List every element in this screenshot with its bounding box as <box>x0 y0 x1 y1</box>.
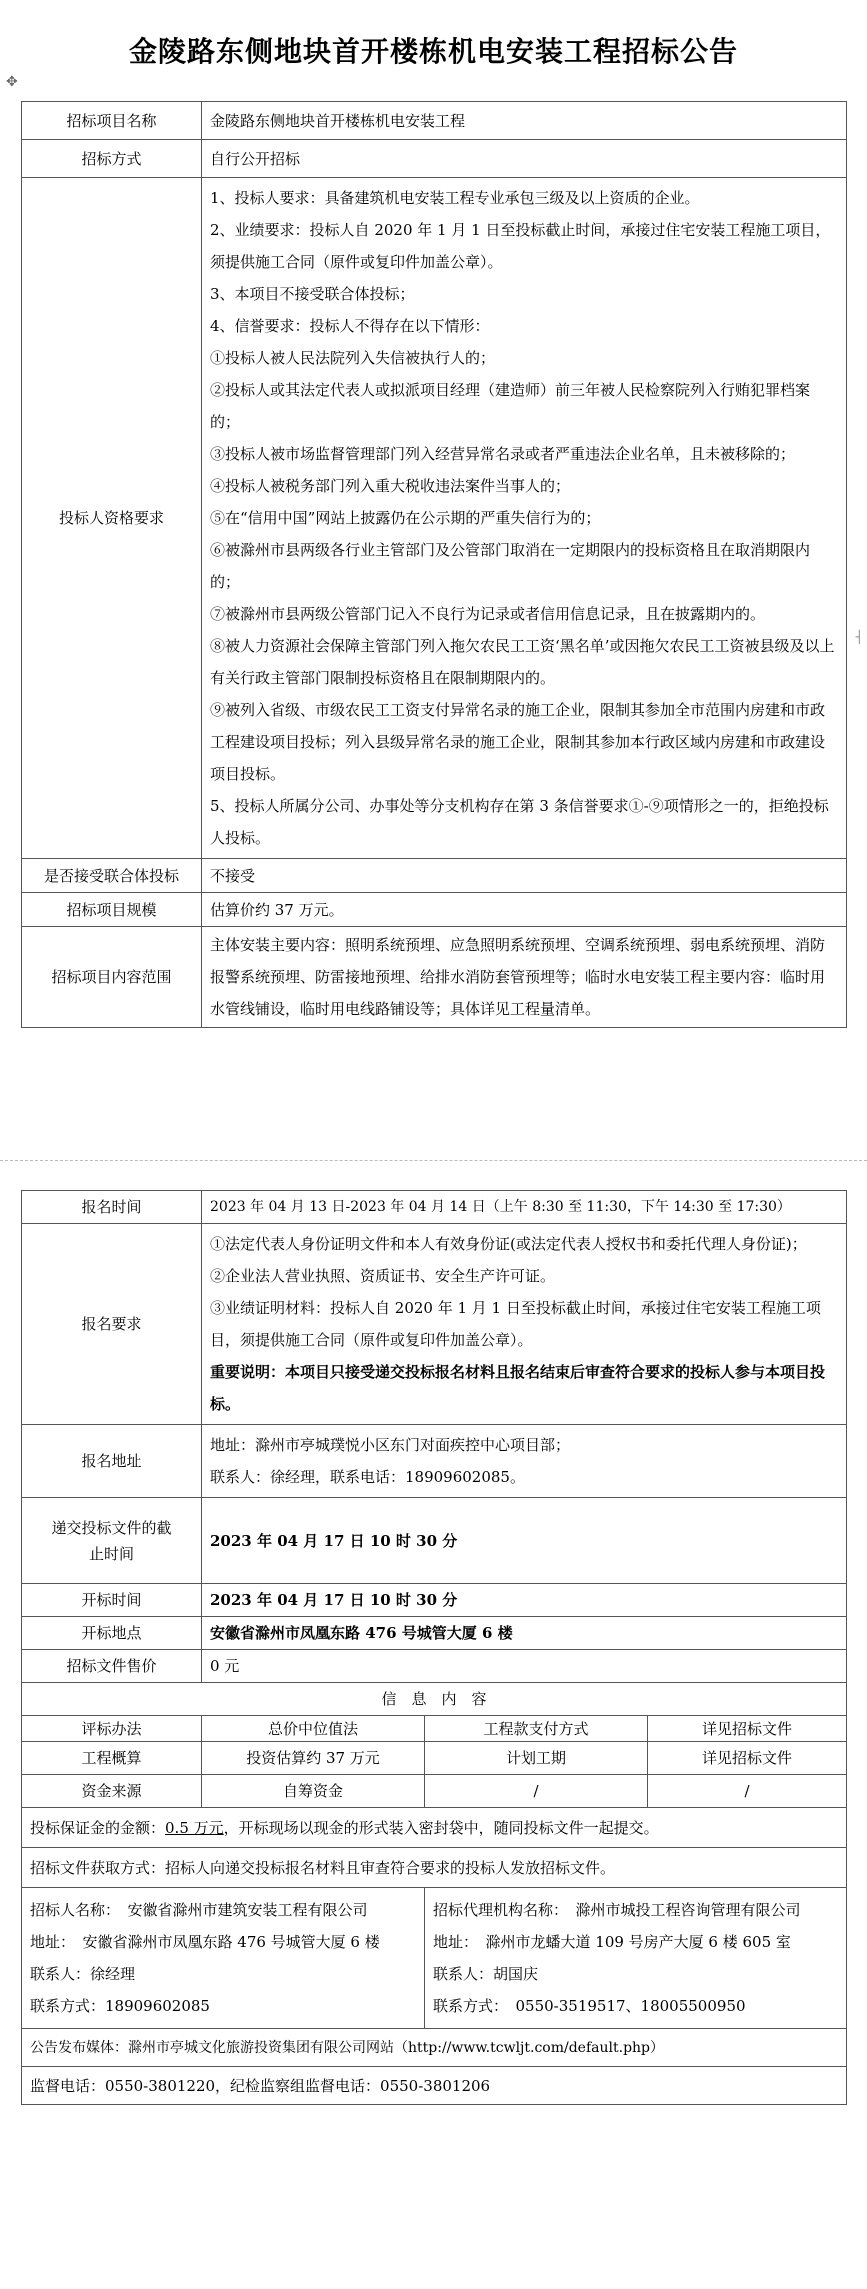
price-label: 招标文件售价 <box>22 1650 202 1683</box>
open-time-value: 2023 年 04 月 17 日 10 时 30 分 <box>202 1584 847 1617</box>
table-row <box>22 2029 847 2067</box>
move-handle-icon[interactable]: ✥ <box>6 74 18 90</box>
project-name: 金陵路东侧地块首开楼栋机电安装工程 <box>202 102 847 140</box>
reg-time-label: 报名时间 <box>22 1191 202 1224</box>
reg-contact: 联系人：徐经理，联系电话：18909602085。 <box>210 1468 525 1486</box>
list-item: ①法定代表人身份证明文件和本人有效身份证(或法定代表人授权书和委托代理人身份证)； <box>210 1235 807 1253</box>
reg-req-list <box>202 1224 847 1425</box>
info-cell: / <box>425 1775 648 1808</box>
info-table-1 <box>21 101 847 1028</box>
table-row <box>22 1191 847 1224</box>
method-value: 自行公开招标 <box>202 140 847 178</box>
info-cell: 自筹资金 <box>202 1775 425 1808</box>
deadline-value: 2023 年 04 月 17 日 10 时 30 分 <box>202 1498 847 1584</box>
qualification-label: 投标人资格要求 <box>22 178 202 859</box>
table-row <box>22 1742 847 1775</box>
table-row <box>22 2067 847 2105</box>
project-name-label: 招标项目名称 <box>22 102 202 140</box>
info-cell: 评标办法 <box>22 1716 202 1742</box>
info-table-2 <box>21 1190 847 2105</box>
reg-addr-label: 报名地址 <box>22 1425 202 1498</box>
table-row <box>22 1425 847 1498</box>
table-row <box>22 1650 847 1683</box>
tenderer-name: 招标人名称： 安徽省滁州市建筑安装工程有限公司 <box>30 1901 368 1919</box>
table-row <box>22 1498 847 1584</box>
reg-time: 2023 年 04 月 13 日-2023 年 04 月 14 日（上午 8:30 至 11:30，下午 14:30 至 17:30） <box>202 1191 847 1224</box>
list-item: 1、投标人要求：具备建筑机电安装工程专业承包三级及以上资质的企业。 <box>210 189 700 207</box>
table-row <box>22 1584 847 1617</box>
list-item: 2、业绩要求：投标人自 2020 年 1 月 1 日至投标截止时间，承接过住宅安装工程施工项目，须提供施工合同（原件或复印件加盖公章）。 <box>210 221 831 271</box>
info-cell: 总价中位值法 <box>202 1716 425 1742</box>
info-cell: / <box>648 1775 847 1808</box>
info-cell: 详见招标文件 <box>648 1716 847 1742</box>
list-item: 5、投标人所属分公司、办事处等分支机构存在第 3 条信誉要求①-⑨项情形之一的，拒绝投标人投标。 <box>210 797 829 847</box>
table-row <box>22 1683 847 1716</box>
table-row <box>22 1775 847 1808</box>
scale-value: 估算价约 37 万元。 <box>202 893 847 927</box>
list-item: ⑥被滁州市县两级各行业主管部门及公管部门取消在一定期限内的投标资格且在取消期限内的； <box>210 541 811 591</box>
list-item: ⑤在“信用中国”网站上披露仍在公示期的严重失信行为的； <box>210 509 601 527</box>
table-row <box>22 1224 847 1425</box>
table-row <box>22 1888 847 2029</box>
deposit-row <box>22 1808 847 1848</box>
table-row <box>22 927 847 1028</box>
list-item: ⑨被列入省级、市级农民工工资支付异常名录的施工企业，限制其参加全市范围内房建和市政工程建设项目投标；列入县级异常名录的施工企业，限制其参加本行政区域内房建和市政建设项目投标。 <box>210 701 826 783</box>
supervision-phone: 监督电话：0550-3801220，纪检监察组监督电话：0550-3801206 <box>22 2067 847 2105</box>
deadline-label: 递交投标文件的截止时间 <box>22 1498 202 1584</box>
tenderer-address: 地址： 安徽省滁州市凤凰东路 476 号城管大厦 6 楼 <box>30 1933 380 1951</box>
agency-block <box>425 1888 847 2029</box>
open-time-label: 开标时间 <box>22 1584 202 1617</box>
agency-phone: 联系方式： 0550-3519517、18005500950 <box>433 1997 746 2015</box>
deposit-suffix: ，开标现场以现金的形式装入密封袋中，随同投标文件一起提交。 <box>223 1818 659 1837</box>
consortium-value: 不接受 <box>202 859 847 893</box>
list-item: ②企业法人营业执照、资质证书、安全生产许可证。 <box>210 1267 556 1285</box>
important-note: 重要说明：本项目只接受递交投标报名材料且报名结束后审查符合要求的投标人参与本项目投标。 <box>210 1363 826 1413</box>
reg-address: 地址：滁州市亭城璞悦小区东门对面疾控中心项目部； <box>210 1436 571 1454</box>
doc-method: 招标文件获取方式：招标人向递交投标报名材料且审查符合要求的投标人发放招标文件。 <box>22 1848 847 1888</box>
list-item: ⑦被滁州市县两级公管部门记入不良行为记录或者信用信息记录，且在披露期内的。 <box>210 605 766 623</box>
qualification-list <box>202 178 847 859</box>
info-cell: 资金来源 <box>22 1775 202 1808</box>
agency-address: 地址： 滁州市龙蟠大道 109 号房产大厦 6 楼 605 室 <box>433 1933 791 1951</box>
scope-label: 招标项目内容范围 <box>22 927 202 1028</box>
table-row <box>22 893 847 927</box>
reg-addr-cell <box>202 1425 847 1498</box>
open-place-value: 安徽省滁州市凤凰东路 476 号城管大厦 6 楼 <box>202 1617 847 1650</box>
table-row <box>22 178 847 859</box>
table-row <box>22 859 847 893</box>
list-item: ④投标人被税务部门列入重大税收违法案件当事人的； <box>210 477 571 495</box>
table-row <box>22 1848 847 1888</box>
info-cell: 工程概算 <box>22 1742 202 1775</box>
table-row <box>22 1808 847 1848</box>
agency-contact: 联系人：胡国庆 <box>433 1965 539 1983</box>
list-item: ③业绩证明材料：投标人自 2020 年 1 月 1 日至投标截止时间，承接过住宅安装工程施工项目，须提供施工合同（原件或复印件加盖公章）。 <box>210 1299 821 1349</box>
list-item: 3、本项目不接受联合体投标； <box>210 285 415 303</box>
list-item: ③投标人被市场监督管理部门列入经营异常名录或者严重违法企业名单，且未被移除的； <box>210 445 796 463</box>
method-label: 招标方式 <box>22 140 202 178</box>
deposit-prefix: 投标保证金的金额： <box>30 1818 166 1837</box>
table-row <box>22 1617 847 1650</box>
price-value: 0 元 <box>202 1650 847 1683</box>
list-item: ⑧被人力资源社会保障主管部门列入拖欠农民工工资‘黑名单’或因拖欠农民工工资被县级及以上有关行政主管部门限制投标资格且在限制期限内的。 <box>210 637 835 687</box>
consortium-label: 是否接受联合体投标 <box>22 859 202 893</box>
table-row <box>22 102 847 140</box>
info-cell: 详见招标文件 <box>648 1742 847 1775</box>
info-cell: 工程款支付方式 <box>425 1716 648 1742</box>
table-row <box>22 1716 847 1742</box>
list-item: ②投标人或其法定代表人或拟派项目经理（建造师）前三年被人民检察院列入行贿犯罪档案的； <box>210 381 811 431</box>
tenderer-block <box>22 1888 425 2029</box>
scale-label: 招标项目规模 <box>22 893 202 927</box>
scope-value: 主体安装主要内容：照明系统预埋、应急照明系统预埋、空调系统预埋、弱电系统预埋、消防报警系统预埋、防雷接地预埋、给排水消防套管预埋等；临时水电安装工程主要内容：临时用水管线铺设，临时用电线路铺设等；具体详见工程量清单。 <box>202 927 847 1028</box>
list-item: 4、信誉要求：投标人不得存在以下情形： <box>210 317 490 335</box>
info-header: 信 息 内 容 <box>22 1683 847 1716</box>
agency-name: 招标代理机构名称： 滁州市城投工程咨询管理有限公司 <box>433 1901 801 1919</box>
page-break-divider <box>0 1160 867 1161</box>
tenderer-phone: 联系方式：18909602085 <box>30 1997 210 2015</box>
info-cell: 投资估算约 37 万元 <box>202 1742 425 1775</box>
open-place-label: 开标地点 <box>22 1617 202 1650</box>
list-item: ①投标人被人民法院列入失信被执行人的； <box>210 349 496 367</box>
table-row <box>22 140 847 178</box>
page-title: 金陵路东侧地块首开楼栋机电安装工程招标公告 <box>128 35 738 68</box>
column-marker-icon: ┤ <box>855 630 863 644</box>
reg-req-label: 报名要求 <box>22 1224 202 1425</box>
tenderer-contact: 联系人：徐经理 <box>30 1965 136 1983</box>
publish-media: 公告发布媒体：滁州市亭城文化旅游投资集团有限公司网站（http://www.tcwljt.com/default.php） <box>22 2029 847 2067</box>
deposit-amount: 0.5 万元 <box>165 1818 224 1837</box>
info-cell: 计划工期 <box>425 1742 648 1775</box>
